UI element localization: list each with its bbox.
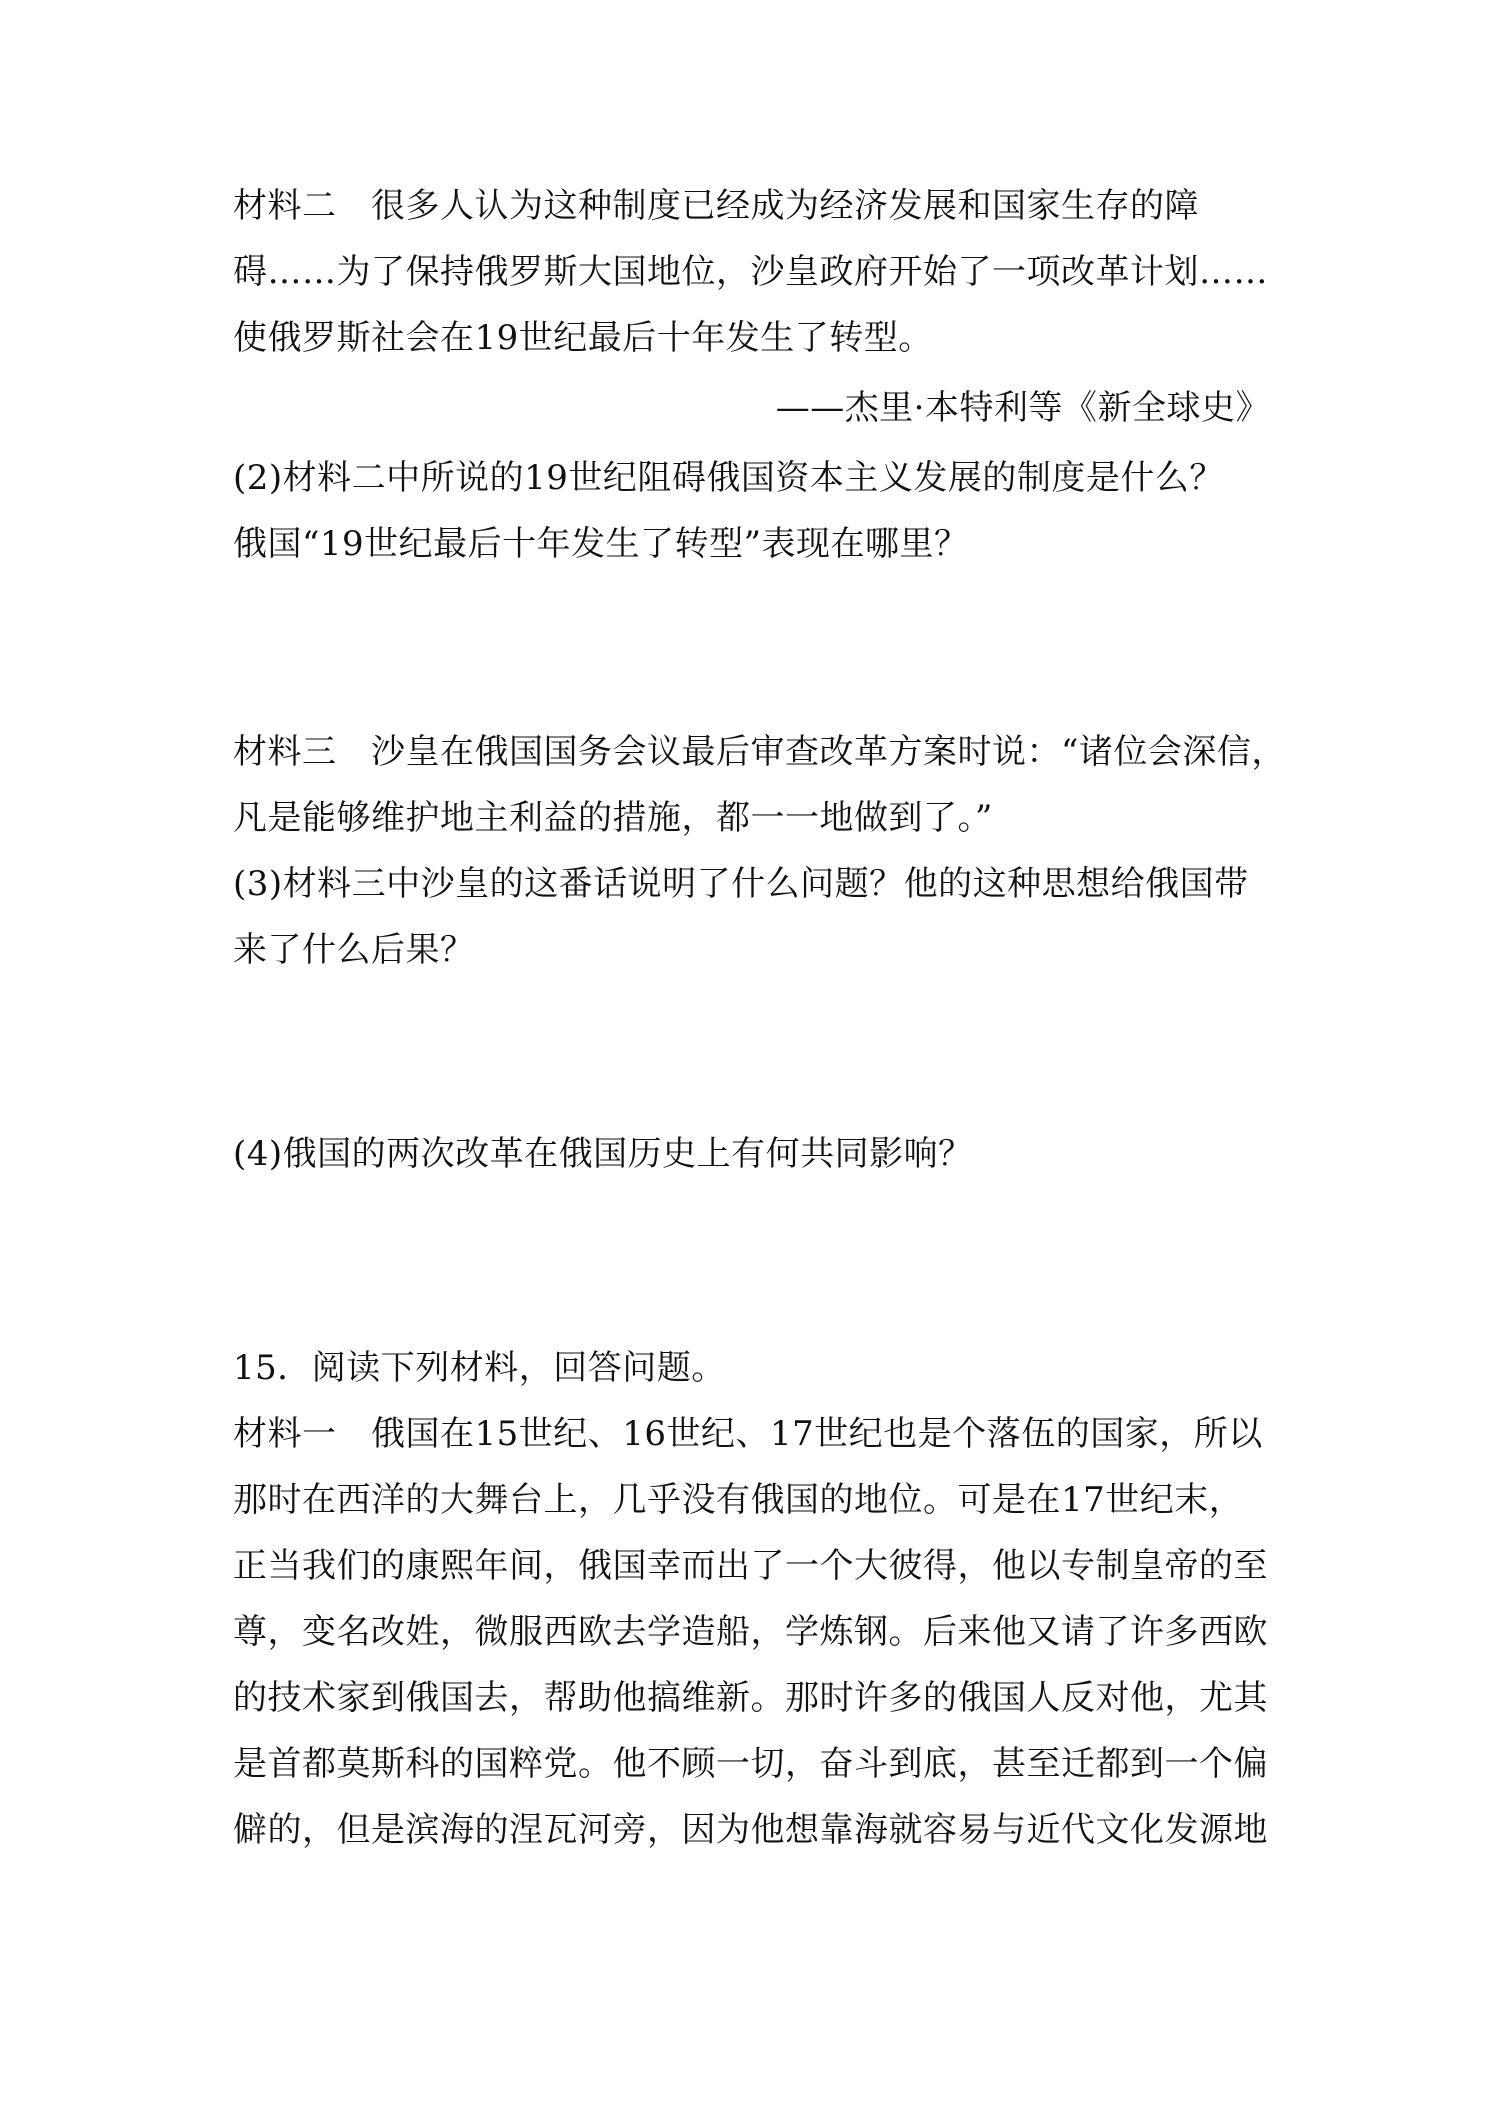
material-two-line-3: 使俄罗斯社会在19世纪最后十年发生了转型。 xyxy=(233,318,933,358)
question-2-line-1: (2)材料二中所说的19世纪阻碍俄国资本主义发展的制度是什么？ xyxy=(233,458,1224,498)
question-4-line: (4)俄国的两次改革在俄国历史上有何共同影响？ xyxy=(233,1134,973,1174)
question-2-line-2: 俄国“19世纪最后十年发生了转型”表现在哪里？ xyxy=(233,524,969,564)
material-one-line-1: 材料一 俄国在15世纪、16世纪、17世纪也是个落伍的国家，所以 xyxy=(233,1414,1263,1454)
material-two-line-1: 材料二 很多人认为这种制度已经成为经济发展和国家生存的障 xyxy=(233,186,1199,226)
question-3-line-1: (3)材料三中沙皇的这番话说明了什么问题？他的这种思想给俄国带 xyxy=(233,864,1249,904)
material-three-line-1: 材料三 沙皇在俄国国务会议最后审查改革方案时说：“诸位会深信， xyxy=(233,732,1286,772)
material-two-citation: ——杰里·本特利等《新全球史》 xyxy=(775,388,1270,428)
material-one-line-7: 僻的，但是滨海的涅瓦河旁，因为他想靠海就容易与近代文化发源地 xyxy=(233,1810,1268,1850)
material-three-line-2: 凡是能够维护地主利益的措施，都一一地做到了。” xyxy=(233,798,993,838)
material-one-line-2: 那时在西洋的大舞台上，几乎没有俄国的地位。可是在17世纪末， xyxy=(233,1480,1244,1520)
material-one-line-5: 的技术家到俄国去，帮助他搞维新。那时许多的俄国人反对他，尤其 xyxy=(233,1678,1268,1718)
material-one-line-6: 是首都莫斯科的国粹党。他不顾一切，奋斗到底，甚至迁都到一个偏 xyxy=(233,1744,1268,1784)
material-one-line-3: 正当我们的康熙年间，俄国幸而出了一个大彼得，他以专制皇帝的至 xyxy=(233,1546,1268,1586)
material-two-line-2: 碍……为了保持俄罗斯大国地位，沙皇政府开始了一项改革计划…… xyxy=(233,252,1268,292)
material-one-line-4: 尊，变名改姓，微服西欧去学造船，学炼钢。后来他又请了许多西欧 xyxy=(233,1612,1268,1652)
question-15-heading: 15．阅读下列材料，回答问题。 xyxy=(233,1348,726,1388)
question-3-line-2: 来了什么后果？ xyxy=(233,930,475,970)
